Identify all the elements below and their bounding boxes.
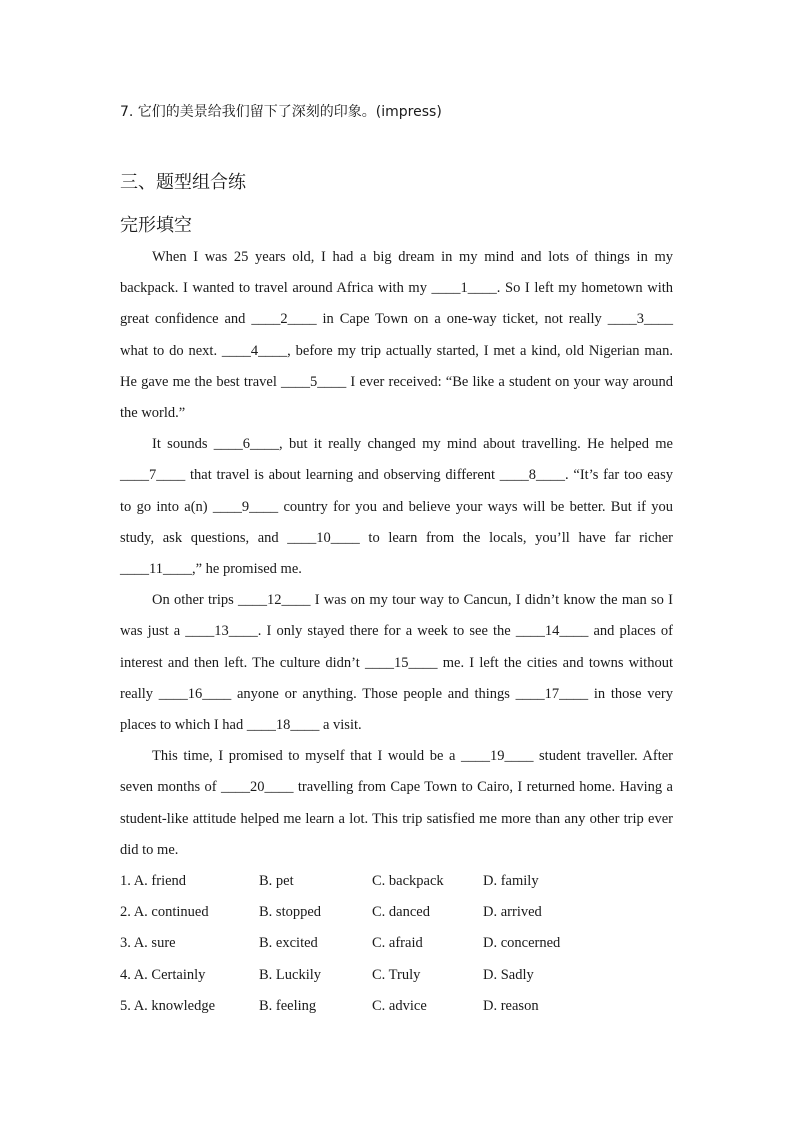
passage-paragraph: This time, I promised to myself that I would be a ____19____ student traveller. After seven months of ____20____ travelling from Cape Town to Cairo, I returned home. Having a student-like attitude helped me learn a lot. This trip satisfied me more than any other trip ever did to me. (120, 748, 673, 858)
option-b: B. excited (259, 935, 318, 952)
option-c: C. Truly (372, 966, 421, 983)
passage-paragraph: It sounds ____6____, but it really changed my mind about travelling. He helped me ____7____ that travel is about learning and observing different ____8____. “It’s far too easy to go into a(n) ____9____ country for you and believe your ways will be better. But if you study, ask questions, and ____10____ to learn from the locals, you’ll have far richer ____11____,” he promised me. (120, 436, 673, 578)
option-b: B. feeling (259, 997, 317, 1014)
option-c: C. backpack (372, 873, 444, 889)
option-row (120, 928, 673, 959)
cloze-passage (120, 242, 673, 866)
option-d: D. concerned (483, 935, 561, 952)
passage-paragraph: When I was 25 years old, I had a big dream in my mind and lots of things in my backpack. I wanted to travel around Africa with my ____1____. So I left my hometown with great confidence and ____2____ in Cape Town on a one-way ticket, not really ____3____ what to do next. ____4____, before my trip actually started, I met a kind, old Nigerian man. He gave me the best travel ____5____ I ever received: “Be like a student on your way around the world.” (120, 249, 673, 422)
option-c: C. afraid (372, 935, 423, 952)
option-a: 3. A. sure (120, 935, 176, 952)
option-row (120, 991, 673, 1022)
option-d: D. arrived (483, 904, 542, 921)
option-b: B. pet (259, 873, 294, 889)
option-b: B. Luckily (259, 966, 322, 983)
option-a: 5. A. knowledge (120, 997, 216, 1014)
option-b: B. stopped (259, 904, 322, 921)
answer-options (120, 866, 673, 1022)
option-d: D. family (483, 873, 539, 889)
option-d: D. Sadly (483, 966, 534, 983)
section-subtitle: 完形填空 (120, 215, 192, 236)
option-c: C. advice (372, 997, 427, 1014)
question-7: 7. 它们的美景给我们留下了深刻的印象。(impress) (120, 104, 442, 120)
option-d: D. reason (483, 997, 539, 1014)
option-a: 1. A. friend (120, 873, 187, 889)
option-row (120, 897, 673, 928)
passage-paragraph: On other trips ____12____ I was on my tour way to Cancun, I didn’t know the man so I was just a ____13____. I only stayed there for a week to see the ____14____ and places of interest and then left. The culture didn’t ____15____ me. I left the cities and towns without really ____16____ anyone or anything. Those people and things ____17____ in those very places to which I had ____18____ a visit. (120, 592, 673, 734)
section-title: 三、题型组合练 (120, 172, 246, 193)
option-row (120, 960, 673, 991)
option-a: 2. A. continued (120, 904, 209, 921)
option-c: C. danced (372, 904, 430, 921)
option-a: 4. A. Certainly (120, 966, 206, 983)
option-row (120, 866, 673, 897)
